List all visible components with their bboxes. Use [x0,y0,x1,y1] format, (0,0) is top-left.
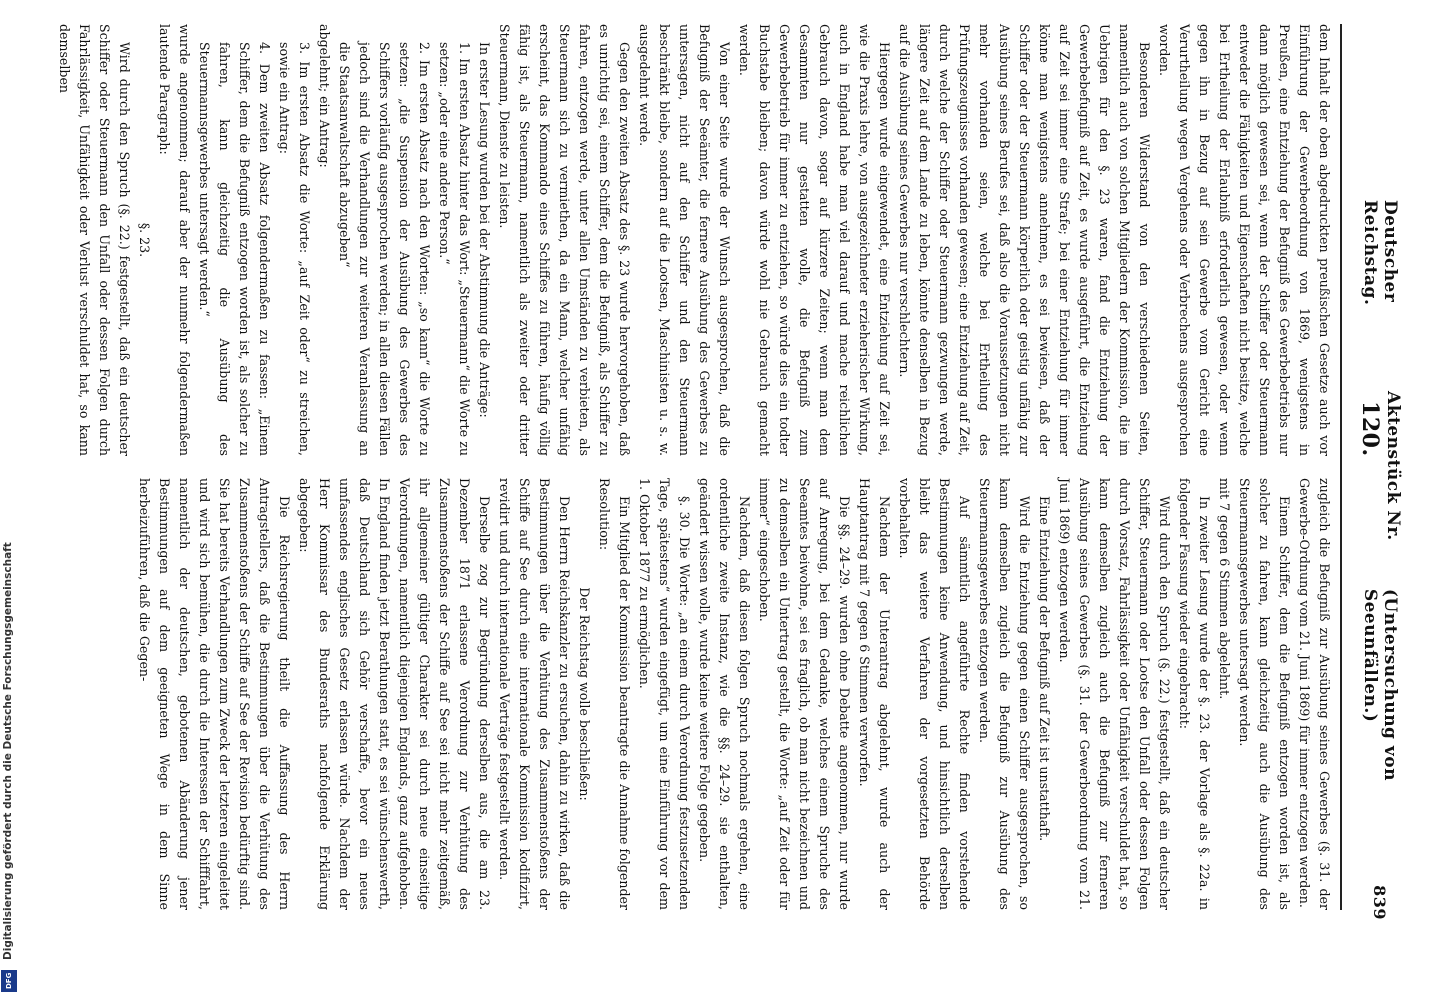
paragraph: Nachdem der Unterantrag abgelehnt, wurde auch der Hauptantrag mit 7 gegen 6 Stimmen verworfen. [857,478,892,910]
paragraph: mit 7 gegen 6 Stimmen abgelehnt. [1217,478,1232,700]
paragraph: Der Reichstag wolle beschließen: [577,587,592,801]
paragraph: Wird durch den Spruch (§. 22.) festgestellt, daß ein deutscher Schiffer oder Steuermann den Unfall oder dessen Folgen durch Fahrlässigkeit, Unfähigkeit oder Verlust verschuldet hat, so kann demselben [57,24,132,456]
page-number: 839 [1370,885,1390,920]
paragraph: Hiergegen wurde eingewendet, eine Entziehung auf Zeit sei, wie die Praxis lehre, von ausgezeichneter erzieherischer Wirkung, auch in England habe man viel darauf und mache reichlichen Gebrauch davon, sogar auf kürzere Zeiten; wenn man dem Gesammten nur gestatten wolle, die Befugniß zum Gewerbebetrieb für immer zu entziehen, so würde dies ein todter Buchstabe bleiben; davon würde wohl nie Gebrauch gemacht werden. [737,24,892,456]
document-subject: (Untersuchung von Seeunfällen.) [1360,588,1400,781]
digitization-credit-text: Digitalisierung gefördert durch die Deutsche Forschungsgemeinschaft [2,542,14,960]
paragraph: Auf sämmtlich angeführte Rechte finden vorstehende Bestimmungen keine Anwendung, und hinsichtlich derselben bleibt das weitere Verfahren der vorgesetzten Behörde vorbehalten. [897,478,972,910]
paragraph: Derselbe zog zur Begründung derselben aus, die am 23. Dezember 1871 erlassene Verordnung zur Verhütung des Zusammenstoßens der Schiffe auf See sei nicht mehr zeitgemäß, ihr allgemeiner gültiger Charakter sei durch neue einseitige Verordnungen, namentlich diejenigen Englands, ganz aufgehoben. In England finden jetzt Berathungen statt, es sei wünschenswerth, daß Deutschland sich Gehör verschaffe, bevor ein neues umfassendes englisches Gesetz erlassen würde. Nachdem der Herr Kommissar des Bundesraths nachfolgende Erklärung abgegeben: [297,478,492,910]
paragraph: Von einer Seite wurde der Wunsch ausgesprochen, daß die Befugniß der Seeämter, die fernere Ausübung des Gewerbes zu untersagen, nicht auf den Schiffer und den Steuermann beschränkt bleibe, sondern auf die Lootsen, Maschinisten u. s. w. ausgedehnt werde. [637,24,732,456]
paragraph: 2. Im ersten Absatz nach den Worten: „so kann“ die Worte zu setzen: „die Suspension der Ausübung des Gewerbes des Schiffers vorläufig ausgesprochen werden; in allen diesen Fällen jedoch sind die Verhandlungen zur weiteren Veranlassung an die Staatsanwaltschaft abzugeben“ [337,42,432,456]
paragraph: Einem Schiffer, dem die Befugniß entzogen worden ist, als solcher zu fahren, kann gleichzeitig auch die Ausübung des Steuermannsgewerbes untersagt werden. [1237,478,1292,910]
paragraph: Nachdem, daß diesen folgen Spruch nochmals ergehen, eine ordentliche zweite Instanz, wie die §§. 24–29. sie enthalten, geändert wissen wolle, wurde keine weitere Folge gegeben. [697,478,752,910]
paragraph: Die Reichsregierung theilt die Auffassung des Herrn Antragstellers, daß die Bestimmungen über die Verhütung des Zusammenstoßens der Schiffe auf See der Revision bedürftig sind. Sie hat bereits Verhandlungen zum Zweck der letzteren eingeleitet und wird sich bemühen, die durch die Interessen der Schifffahrt, namentlich der deutschen, gebotenen Abänderung jener Bestimmungen auf dem geeigneten Wege in dem Sinne herbeizuführen, daß die Gegen- [137,478,292,910]
publication-name: Deutscher Reichstag. [1360,200,1400,306]
page-header [1348,40,1412,920]
paragraph: Besonderen Widerstand von den verschiedenen Seiten, namentlich auch von solchen Mitgliedern der Kommission, die im Uebrigen für den §. 23 waren, fand die Entziehung der Gewerbebefugniß auf Zeit, es wurde ausgeführt, die Entziehung auf Zeit sei immer eine Strafe; bei einer Entziehung für immer könne man wenigstens annehmen, es sei bewiesen, daß der Schiffer oder der Steuermann körperlich oder geistig unfähig zur Ausübung seines Berufes sei, daß also die Voraussetzungen nicht mehr vorhanden seien, welche bei Ertheilung des Prüfungszeugnisses vorhanden gewesen; eine Entziehung auf Zeit, durch welche der Schiffer oder Steuermann gezwungen werde, längere Zeit auf dem Lande zu leben, könnte denselben in Bezug auf die Ausübung seines Gewerbes nur verschlechtern. [897,24,1152,456]
paragraph: Die §§. 24–29. wurden ohne Debatte angenommen, nur wurde auf Anregung, bei dem Gedanke, welches einem Spruche des Seeamtes beiwohne, sei es fraglich, ob man nicht bezeichnen und zu demselben ein Untertrag gestellt, die Worte: „auf Zeit oder für immer“ eingeschoben. [757,478,852,910]
paragraph: Eine Entziehung der Befugniß auf Zeit ist unstatthaft. [1037,496,1052,842]
document-label: Aktenstück Nr. [1383,391,1403,541]
paragraph: Ein Mitglied der Kommission beantragte die Annahme folgender Resolution: [597,478,632,910]
paragraph: dem Inhalt der oben abgedruckten preußischen Gesetze auch vor Einführung der Gewerbeordnung von 1869, wenigstens in Preußen, eine Entziehung der Befugniß des Gewerbebetriebs nur dann möglich gewesen sei, wenn der Schiffer oder Steuermann entweder die Fähigkeiten und Eigenschaften nicht besitze, welche bei Ertheilung der Erlaubniß erforderlich gewesen, oder wenn gegen ihn in Bezug auf sein Gewerbe vom Gericht eine Verurtheilung wegen Vergehens oder Verbrechens ausgesprochen worden. [1157,24,1332,456]
paragraph: §. 30. Die Worte: „an einem durch Verordnung festzusetzenden Tage, spätestens“ wurden eingefügt, um eine Einführung vor dem 1. Oktober 1877 zu ermöglichen. [637,478,692,910]
document-label-group [1357,391,1403,589]
header-rule [1340,24,1342,910]
digitization-credit [2,542,18,960]
paragraph: §. 23. [137,222,152,258]
paragraph: Den Herrn Reichskanzler zu ersuchen, dahin zu wirken, daß die Bestimmungen über die Verhütung des Zusammenstoßens der Schiffe auf See durch eine internationale Kommission kodifizirt, revidirt und durch internationale Verträge festgestellt werden. [497,478,572,910]
left-text-column [57,24,1334,456]
paragraph: wurde angenommen; darauf aber der nunmehr folgendermaßen lautende Paragraph: [157,24,192,456]
paragraph: Wird durch den Spruch (§. 22.) festgestellt, daß ein deutscher Schiffer, Steuermann oder Lootse den Unfall oder dessen Folgen durch Vorsatz, Fahrlässigkeit oder Unfähigkeit verschuldet hat, so kann demselben zugleich auch die Befugniß zur ferneren Ausübung seines Gewerbes (§. 31. der Gewerbeordnung vom 21. Juni 1869) entzogen werden. [1057,478,1172,910]
dfg-logo [1,970,17,992]
paragraph: In erster Lesung wurden bei der Abstimmung die Anträge: [477,42,492,418]
paragraph: abgelehnt; ein Antrag: [317,24,332,168]
document-number: 120. [1357,401,1383,457]
paragraph: Gegen den zweiten Absatz des §. 23 wurde hervorgehoben, daß es unrichtig sei, einem Schiffer, dem die Befugniß, als Schiffer zu fahren, entzogen werde, unter allen Umständen zu verbieten, als Steuermann sich zu vermiethen, da ein Mann, welcher unfähig erscheint, das Kommando eines Schiffes zu führen, häufig völlig fähig ist, als Steuermann, namentlich als zweiter oder dritter Steuermann, Dienste zu leisten. [497,24,632,456]
paragraph: In zweiter Lesung wurde der §. 23. der Vorlage als §. 22a. in folgender Fassung wieder eingebracht: [1177,478,1212,910]
paragraph: Wird die Entziehung gegen einen Schiffer ausgesprochen, so kann demselben zugleich die Befugniß zur Ausübung des Steuermannsgewerbes entzogen werden. [977,478,1032,910]
rotated-page-content [32,0,1412,960]
dfg-logo-text: DFG [5,972,13,990]
paragraph: 4. Dem zweiten Absatz folgendermaßen zu fassen: „Einem Schiffer, dem die Befugniß entzogen worden ist, als solcher zu fahren, kann gleichzeitig die Ausübung des Steuermannsgewerbes untersagt werden.“ [197,42,272,456]
right-text-column [137,478,1334,910]
paragraph: zugleich die Befugniß zur Ausübung seines Gewerbes (§. 31. der Gewerbe-Ordnung vom 21. Juni 1869) für immer entzogen werden. [1297,478,1332,910]
paragraph: 3. Im ersten Absatz die Worte: „auf Zeit oder“ zu streichen, sowie ein Antrag: [277,42,312,456]
paragraph: 1. Im ersten Absatz hinter das Wort: „Steuermann“ die Worte zu setzen: „oder eine andere Person.“ [437,42,472,456]
